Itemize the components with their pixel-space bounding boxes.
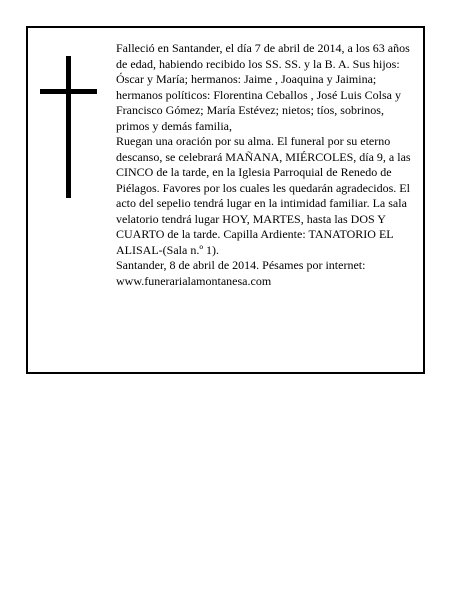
date-and-website-paragraph: Santander, 8 de abril de 2014. Pésames por internet: www.funerarialamontanesa.com (116, 258, 366, 288)
announcement-paragraph: Falleció en Santander, el día 7 de abril de 2014, a los 63 años de edad, habiendo recibido los SS. SS. y la B. A. Sus hijos: Óscar y María; hermanos: Jaime , Joaquina y Jaimina; hermanos políticos: Florentina Ceballos , José Luis Colsa y Francisco Gómez; María Estévez; nietos; tíos, sobrinos, primos y demás familia, (116, 41, 410, 133)
funeral-details-paragraph: Ruegan una oración por su alma. El funeral por su eterno descanso, se celebrará MAÑANA, MIÉRCOLES, día 9, a las CINCO de la tarde, en la Iglesia Parroquial de Renedo de Piélagos. Favores por los cuales les quedarán agradecidos. El acto del sepelio tendrá lugar en la intimidad familiar. La sala velatorio tendrá lugar HOY, MARTES, hasta las DOS Y CUARTO de la tarde. Capilla Ardiente: TANATORIO EL ALISAL-(Sala n.º 1). (116, 134, 411, 257)
cross-vertical-bar (66, 56, 71, 198)
cross-horizontal-bar (40, 89, 97, 94)
cross-icon (40, 56, 96, 198)
obituary-text (116, 41, 418, 289)
obituary-notice (26, 26, 425, 374)
